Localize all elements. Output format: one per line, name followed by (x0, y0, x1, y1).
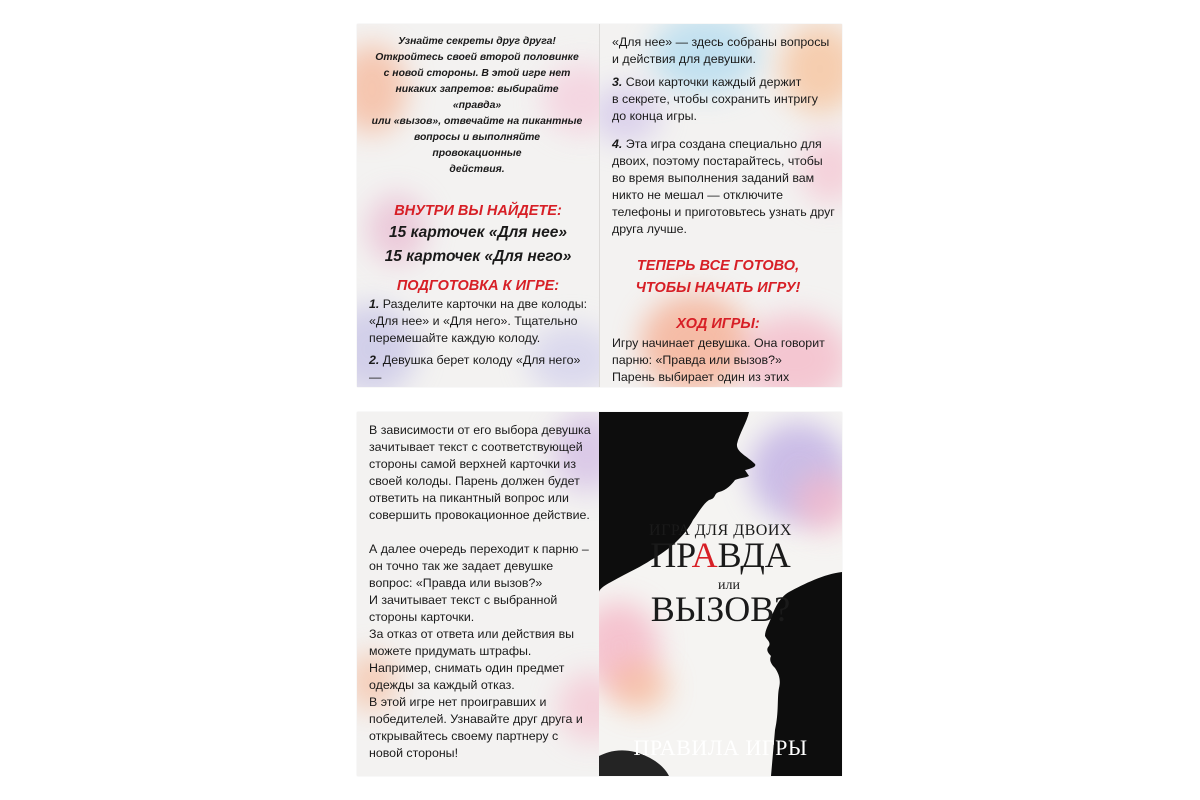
step-2: 2. Девушка берет колоду «Для него» — (369, 353, 581, 384)
booklet-sheet-bottom (357, 412, 842, 776)
gameplay-paragraph-2: А далее очередь переходит к парню – он точно так же задает девушке вопрос: «Правда или вызов?» И зачитывает текст с выбранной стороны карточки. За отказ от ответа или действия вы можете придумать штрафы. Например, снимать один предмет одежды за каждый отказ. В этой игре нет проигравших и победителей. Узнавайте друг друга и открывайтесь своему партнеру с новой стороны! (369, 542, 589, 760)
cover-title-line2: ВЫЗОВ? (650, 589, 791, 629)
step-2-continued: «Для нее» — здесь собраны вопросы и действия для девушки. (612, 35, 830, 66)
move-heading: ХОД ИГРЫ: (676, 316, 760, 332)
inside-heading: ВНУТРИ ВЫ НАЙДЕТЕ: (394, 203, 562, 219)
cards-him: 15 карточек «Для него» (384, 248, 572, 265)
panel-intro (357, 24, 599, 387)
panel-gameplay (357, 412, 599, 776)
prep-heading: ПОДГОТОВКА К ИГРЕ: (396, 278, 560, 294)
cover-rules-title: ПРАВИЛА ИГРЫ (633, 735, 808, 760)
panel-steps (600, 24, 842, 387)
cover-subtitle: ИГРА ДЛЯ ДВОИХ (649, 522, 792, 539)
step-1: 1. Разделите карточки на две колоды: «Для нее» и «Для него». Тщательно перемешайте каждую колоду. (369, 297, 588, 345)
prep-steps (357, 294, 599, 387)
booklet-sheet-top (357, 24, 842, 387)
cards-her: 15 карточек «Для нее» (389, 224, 567, 241)
intro-text: Узнайте секреты друг друга! Откройтесь своей второй половинке с новой стороны. В этой игре нет никаких запретов: выбирайте «правда» или «вызов», отвечайте на пикантные вопросы и выполняйте провокационные действия. (371, 36, 583, 175)
cover-panel (599, 412, 842, 776)
ready-heading: ТЕПЕРЬ ВСЕ ГОТОВО, ЧТОБЫ НАЧАТЬ ИГРУ! (635, 258, 801, 296)
move-text: Игру начинает девушка. Она говорит парню: «Правда или вызов?» Парень выбирает один из этих (612, 336, 825, 384)
cover-or: или (718, 578, 740, 593)
gameplay-paragraph-1: В зависимости от его выбора девушка зачитывает текст с соответствующей стороны самой верхней карточки из своей колоды. Парень должен будет ответить на пикантный вопрос или совершить провокационное действие. (369, 423, 591, 522)
step-3: 3. Свои карточки каждый держит в секрете, чтобы сохранить интригу до конца игры. (612, 75, 818, 123)
cover-title-line1: ПРАВДА (650, 535, 791, 575)
step-4: 4. Эта игра создана специально для двоих, поэтому постарайтесь, чтобы во время выполнения заданий вам никто не мешал — отключите телефоны и приготовьтесь узнать друг друга лучше. (612, 137, 835, 236)
